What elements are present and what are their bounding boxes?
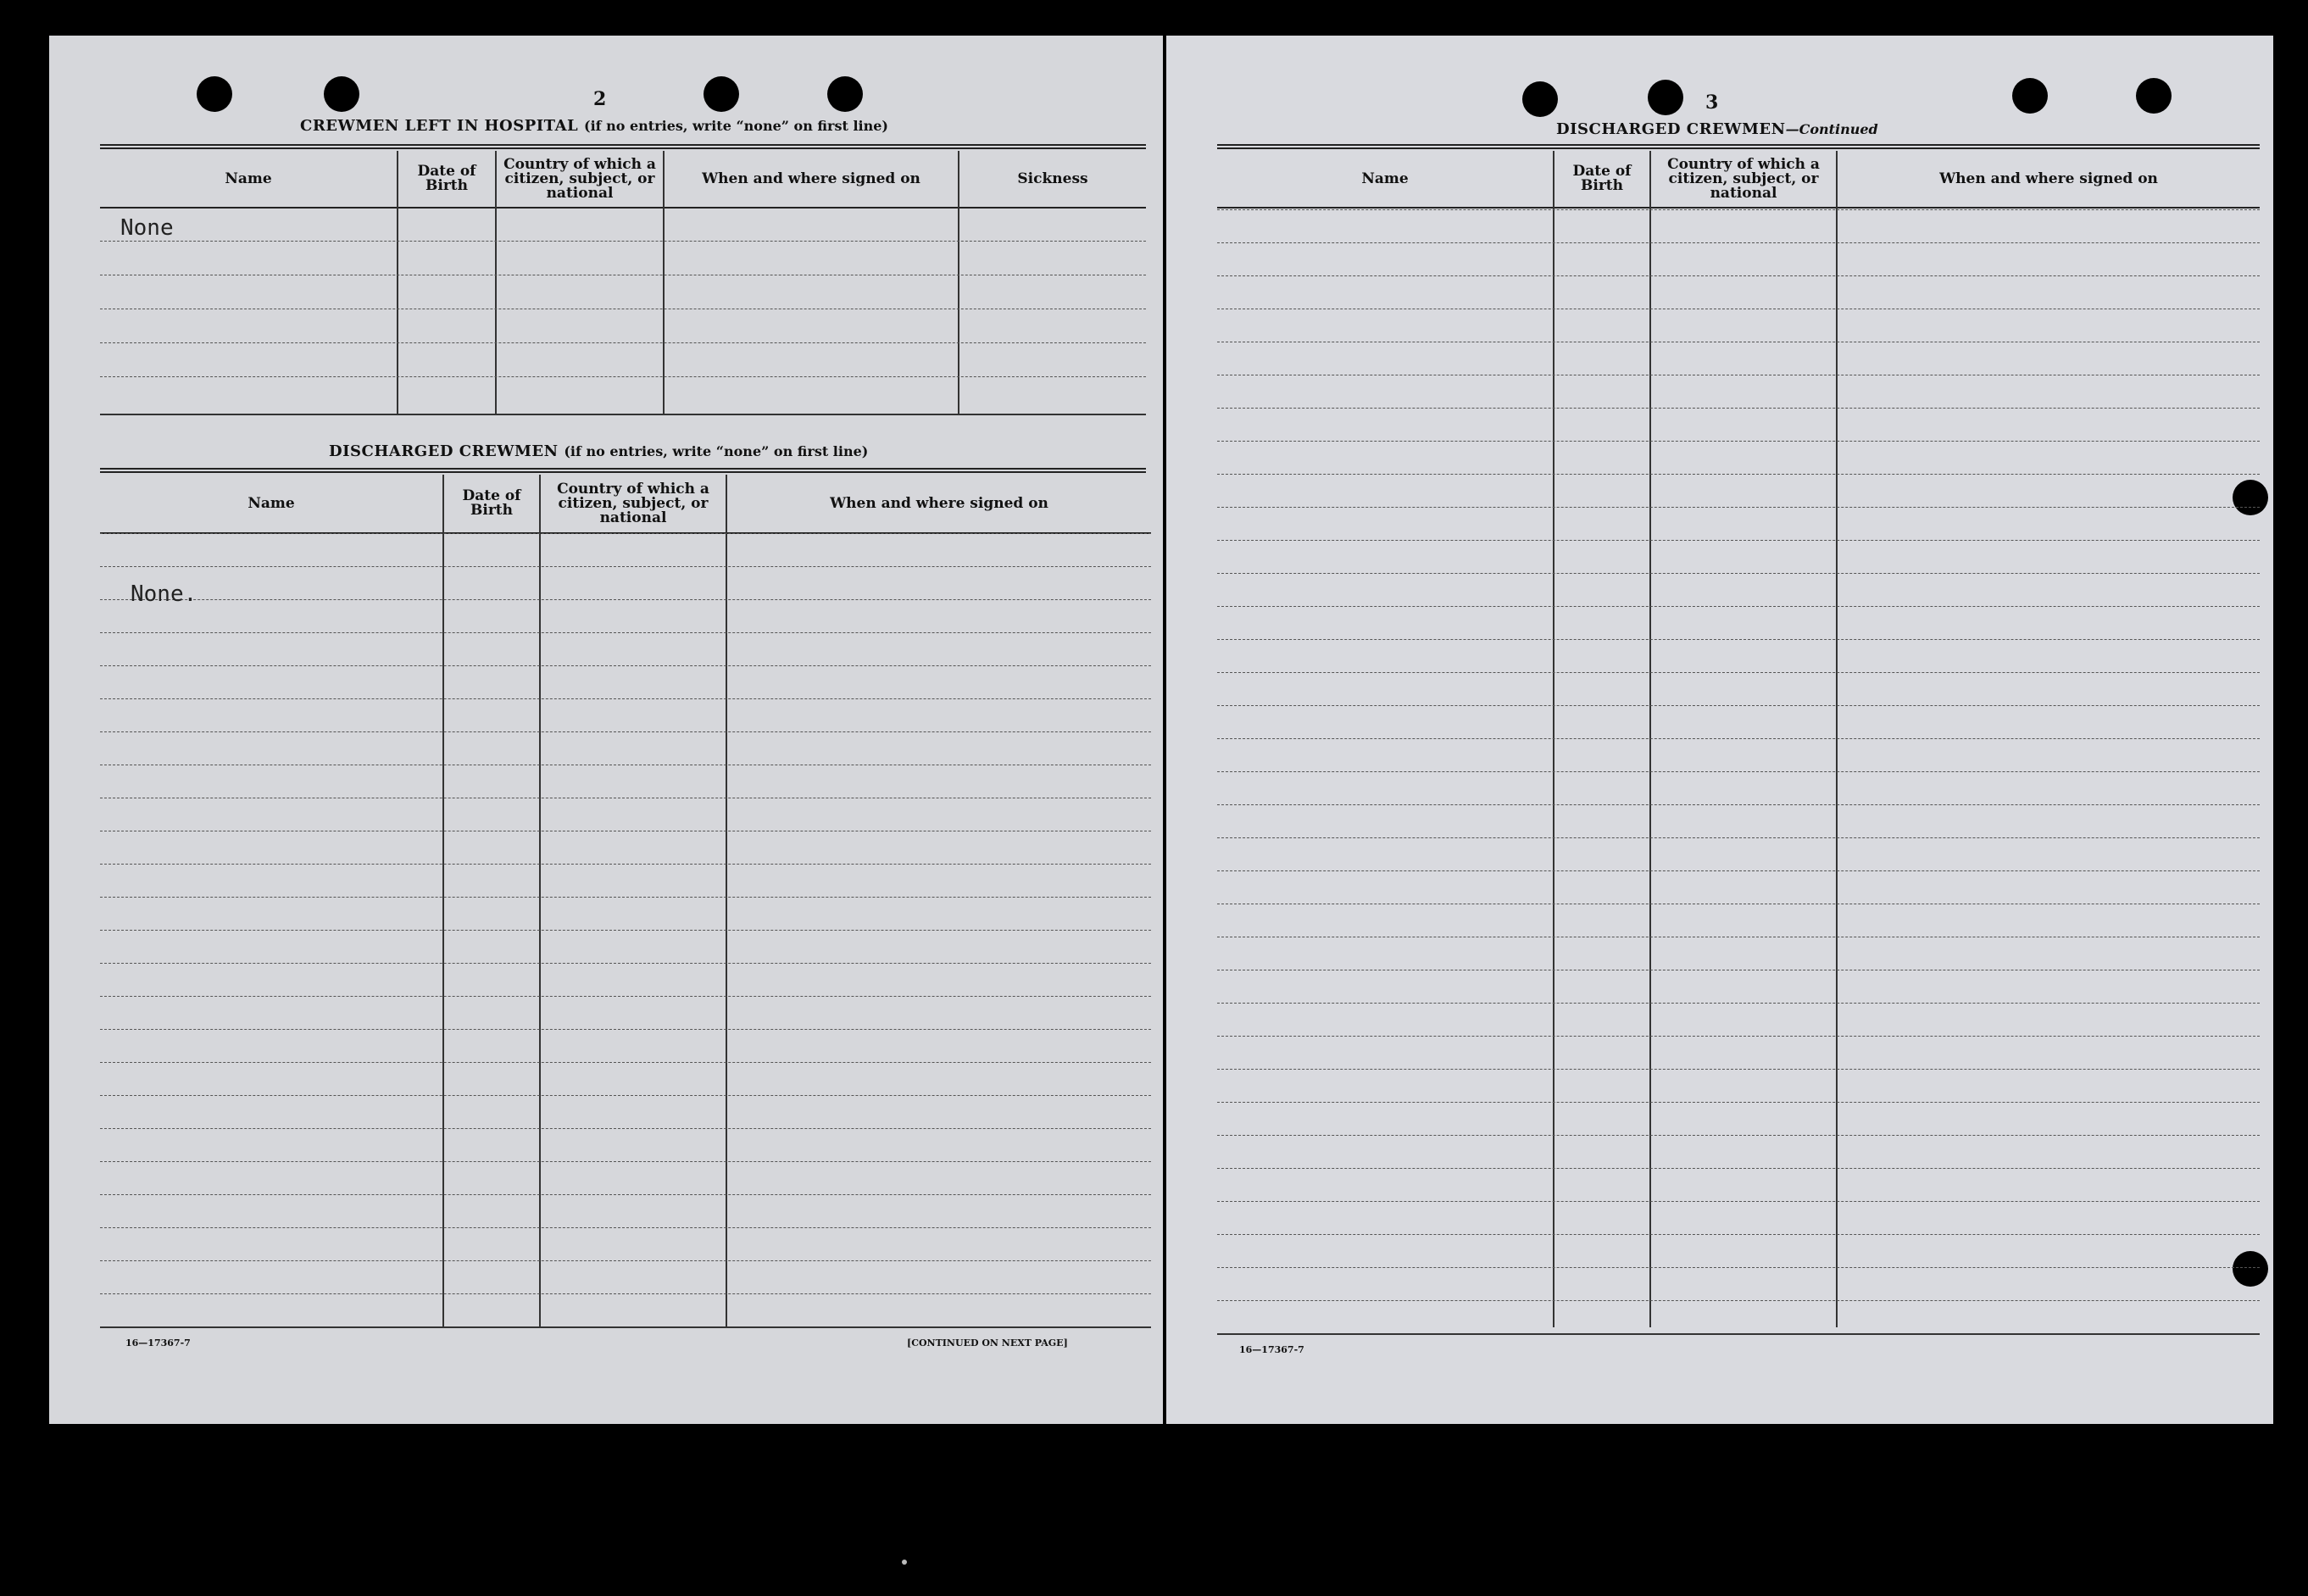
- hospital-first-entry: None: [120, 215, 174, 241]
- table-row: [100, 533, 1151, 567]
- table-row: [1217, 474, 2260, 508]
- table-row: [1217, 1234, 2260, 1268]
- table-row: [100, 1062, 1151, 1096]
- col-name: Name: [1361, 170, 1409, 187]
- discharged-title-text: DISCHARGED CREWMEN: [329, 442, 559, 460]
- hospital-title-note: (if no entries, write “none” on first line): [584, 118, 888, 134]
- table-row: [100, 500, 1151, 534]
- table-row: [100, 1260, 1151, 1294]
- table-row: [1217, 507, 2260, 541]
- col-date-of-birth: Date of Birth: [1572, 163, 1632, 194]
- table-row: [100, 864, 1151, 898]
- table-row: [100, 1161, 1151, 1195]
- table-row: [100, 963, 1151, 997]
- punch-hole: [2136, 78, 2172, 114]
- discharged-continued-title-text: DISCHARGED CREWMEN: [1556, 120, 1786, 138]
- table-row: [100, 632, 1151, 666]
- hospital-title-text: CREWMEN LEFT IN HOSPITAL: [300, 117, 579, 135]
- table-row: [1217, 375, 2260, 409]
- table-row: [1217, 937, 2260, 970]
- col-when-where: When and where signed on: [1939, 170, 2158, 187]
- table-row: [1217, 441, 2260, 475]
- table-row: [100, 309, 1146, 343]
- table-row: [100, 599, 1151, 633]
- form-number: 16—17367-7: [1239, 1344, 1304, 1355]
- table-row: [1217, 540, 2260, 574]
- table-row: [1217, 1267, 2260, 1301]
- table-row: [100, 831, 1151, 865]
- col-when-where: When and where signed on: [830, 494, 1048, 512]
- table-row: [100, 798, 1151, 831]
- table-row: [1217, 408, 2260, 442]
- table-row: [1217, 904, 2260, 937]
- discharged-table: [100, 475, 1151, 1327]
- table-row: [100, 1128, 1151, 1162]
- col-country: Country of which a citizen, subject, or national: [557, 480, 709, 526]
- discharged-continued-table: [1217, 151, 2260, 1327]
- table-row: [1217, 342, 2260, 375]
- table-row: [1217, 176, 2260, 210]
- table-row: [100, 376, 1146, 415]
- right-page: [1166, 36, 2273, 1424]
- discharged-title-note: (if no entries, write “none” on first line): [564, 443, 869, 459]
- discharged-continued-title: [1556, 120, 1878, 138]
- table-row: [100, 1029, 1151, 1063]
- table-row: [100, 1227, 1151, 1261]
- table-row: [1217, 1003, 2260, 1037]
- table-row: [1217, 771, 2260, 805]
- hospital-section-title: [300, 117, 888, 135]
- double-rule: [1217, 144, 2260, 149]
- table-row: [100, 897, 1151, 931]
- col-name: Name: [225, 170, 272, 187]
- punch-hole: [1522, 81, 1558, 117]
- table-row: [100, 731, 1151, 765]
- table-row: [1217, 1135, 2260, 1169]
- continued-note: [CONTINUED ON NEXT PAGE]: [907, 1337, 1068, 1349]
- table-row: [100, 665, 1151, 699]
- col-sickness: Sickness: [1017, 170, 1088, 187]
- table-row: [1217, 738, 2260, 772]
- table-row: [100, 342, 1146, 377]
- table-row: [1217, 705, 2260, 739]
- table-row: [1217, 1201, 2260, 1235]
- table-row: [1217, 606, 2260, 640]
- table-row: [100, 1194, 1151, 1228]
- punch-hole: [197, 76, 232, 112]
- table-row: [1217, 1069, 2260, 1103]
- table-row: [100, 566, 1151, 600]
- table-row: [1217, 837, 2260, 871]
- table-row: [1217, 639, 2260, 673]
- table-row: [100, 151, 1146, 242]
- punch-hole: [2012, 78, 2048, 114]
- punch-hole: [827, 76, 863, 112]
- double-rule: [100, 144, 1146, 149]
- table-row: [100, 275, 1146, 309]
- speck: [902, 1560, 907, 1565]
- continued-suffix: —Continued: [1785, 121, 1878, 137]
- punch-hole: [1648, 80, 1683, 115]
- table-row: [1217, 970, 2260, 1004]
- table-row: [100, 1293, 1151, 1328]
- table-row: [100, 996, 1151, 1030]
- discharged-section-title: [329, 442, 868, 460]
- col-name: Name: [247, 494, 295, 512]
- discharged-first-entry: None.: [131, 581, 197, 607]
- table-row: [1217, 1036, 2260, 1070]
- table-row: [1217, 1168, 2260, 1202]
- left-page: [49, 36, 1163, 1424]
- table-row: [1217, 672, 2260, 706]
- table-row: [1217, 870, 2260, 904]
- table-row: [100, 241, 1146, 275]
- col-date-of-birth: Date of Birth: [417, 163, 476, 194]
- table-row: [100, 930, 1151, 964]
- table-row: [1217, 209, 2260, 243]
- hospital-table: [100, 151, 1146, 415]
- col-country: Country of which a citizen, subject, or national: [503, 155, 656, 202]
- page-number: 2: [593, 88, 607, 110]
- table-row: [100, 765, 1151, 798]
- form-number: 16—17367-7: [125, 1337, 191, 1349]
- punch-hole: [324, 76, 359, 112]
- table-row: [1217, 309, 2260, 342]
- table-row: [1217, 242, 2260, 276]
- page-number: 3: [1705, 92, 1719, 114]
- table-row: [1217, 275, 2260, 309]
- col-country: Country of which a citizen, subject, or national: [1667, 155, 1820, 202]
- table-row: [1217, 1102, 2260, 1136]
- table-row: [1217, 1300, 2260, 1335]
- table-row: [1217, 804, 2260, 838]
- col-date-of-birth: Date of Birth: [462, 487, 521, 519]
- double-rule: [100, 468, 1146, 473]
- table-row: [1217, 573, 2260, 607]
- col-when-where: When and where signed on: [702, 170, 920, 187]
- table-row: [100, 698, 1151, 732]
- table-row: [100, 1095, 1151, 1129]
- punch-hole: [704, 76, 739, 112]
